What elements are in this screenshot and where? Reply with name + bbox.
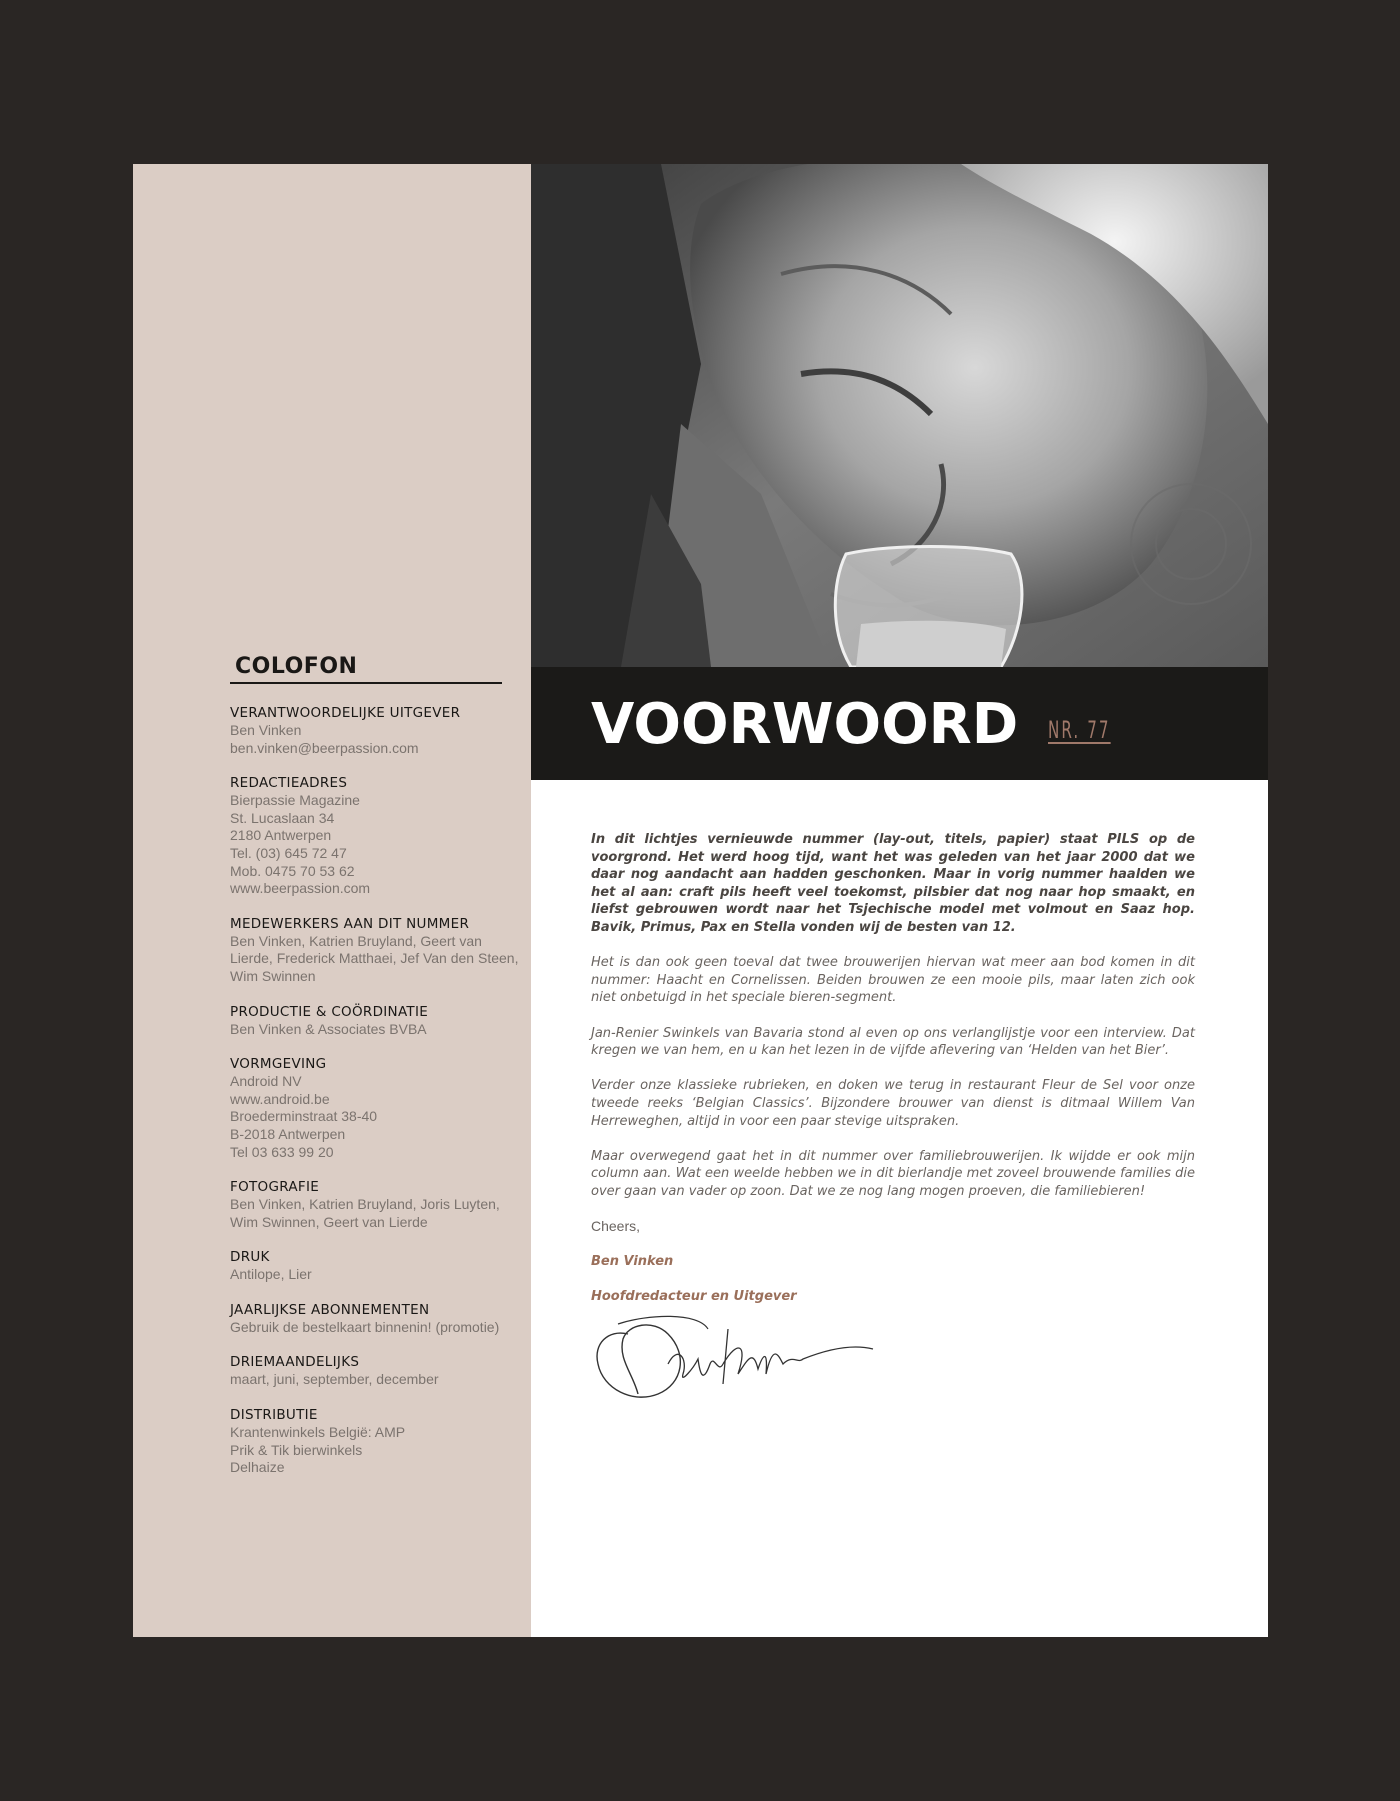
colofon-section-line: Gebruik de bestelkaart binnenin! (promotie) xyxy=(230,1318,500,1335)
colofon-section-line: Ben Vinken, Katrien Bruyland, Geert van xyxy=(230,932,482,949)
colofon-section-line: www.beerpassion.com xyxy=(230,880,371,897)
closing: Cheers, xyxy=(591,1218,641,1235)
article-paragraph: In dit lichtjes vernieuwde nummer (lay-out, titels, papier) staat PILS op de voorgrond. Het werd hoog tijd, want het was geleden van het jaar 2000 dat we daar nog aandacht aan hadden geschonken. Maar in vorig nummer haalden we het al aan: craft pils heeft veel toekomst, pilsbier dat nog naar hop smaakt, en liefst gebrouwen wordt naar het Tsjechische model met volmout en Saaz hop. Bavik, Primus, Pax en Stella vonden wij de besten van 12. xyxy=(591,832,1195,935)
signature-icon xyxy=(588,1304,878,1418)
colofon-section-line: Wim Swinnen xyxy=(230,967,316,984)
colofon-section-line: maart, juni, september, december xyxy=(230,1371,439,1388)
colofon-section-line: Lierde, Frederick Matthaei, Jef Van den Steen, xyxy=(230,950,519,967)
colofon-section-heading: VORMGEVING xyxy=(230,1056,327,1073)
colofon-section xyxy=(230,1406,520,1477)
colofon-section-line: ben.vinken@beerpassion.com xyxy=(230,739,419,756)
author-name: Ben Vinken xyxy=(591,1254,674,1270)
colofon-section-line: Tel. (03) 645 72 47 xyxy=(230,844,347,861)
colofon-section-line: Broederminstraat 38-40 xyxy=(230,1108,378,1125)
colofon-section-line: Ben Vinken & Associates BVBA xyxy=(230,1020,427,1037)
colofon-section xyxy=(230,1301,520,1337)
colofon-section-line: Ben Vinken xyxy=(230,722,302,738)
colofon-section-heading: MEDEWERKERS AAN DIT NUMMER xyxy=(230,915,470,932)
colofon-section-heading: PRODUCTIE & COÖRDINATIE xyxy=(230,1003,429,1020)
article-paragraph: Jan-Renier Swinkels van Bavaria stond al even op ons verlanglijstje voor een interview. Dat kregen we van hem, en u kan het lezen in de vijfde aflevering van ‘Helden van het Bier’. xyxy=(591,1025,1195,1059)
colofon-divider xyxy=(230,682,502,684)
colofon-section-line: 2180 Antwerpen xyxy=(230,827,332,844)
colofon-section-heading: FOTOGRAFIE xyxy=(230,1179,320,1196)
colofon-title: COLOFON xyxy=(235,654,358,679)
colofon-section-line: Tel 03 633 99 20 xyxy=(230,1143,334,1160)
colofon-section xyxy=(230,1248,520,1284)
colofon-section-line: Wim Swinnen, Geert van Lierde xyxy=(230,1213,428,1230)
colofon-sidebar xyxy=(133,164,531,1637)
header-photo xyxy=(531,164,1268,667)
colofon-list xyxy=(230,704,520,1494)
page-title: VOORWOORD xyxy=(591,692,1019,757)
colofon-section xyxy=(230,1003,520,1039)
title-bar xyxy=(531,667,1268,780)
article-paragraph: Het is dan ook geen toeval dat twee brouwerijen hiervan wat meer aan bod komen in dit nummer: Haacht en Cornelissen. Beiden brouwen ze een mooie pils, maar laten zich ook niet onbetuigd in het speciale bieren-segment. xyxy=(591,955,1195,1006)
colofon-section xyxy=(230,1353,520,1389)
colofon-section-line: Android NV xyxy=(230,1073,302,1090)
colofon-section-line: B-2018 Antwerpen xyxy=(230,1125,346,1142)
colofon-section-line: Krantenwinkels België: AMP xyxy=(230,1424,406,1441)
colofon-section-heading: DISTRIBUTIE xyxy=(230,1407,318,1424)
colofon-section xyxy=(230,915,520,986)
colofon-section-line: www.android.be xyxy=(230,1090,330,1107)
colofon-section-heading: DRIEMAANDELIJKS xyxy=(230,1354,360,1371)
colofon-section-line: Antilope, Lier xyxy=(230,1266,312,1283)
colofon-section-line: Prik & Tik bierwinkels xyxy=(230,1441,363,1458)
colofon-section xyxy=(230,1178,520,1231)
portrait-photo-icon xyxy=(531,164,1268,667)
colofon-section-heading: REDACTIEADRES xyxy=(230,775,348,792)
magazine-page xyxy=(133,164,1268,1637)
article-body xyxy=(591,831,1195,1324)
colofon-section xyxy=(230,704,520,757)
colofon-section-heading: VERANTWOORDELIJKE UITGEVER xyxy=(230,705,461,721)
colofon-section-line: Delhaize xyxy=(230,1459,285,1476)
colofon-section-heading: DRUK xyxy=(230,1249,270,1266)
article-paragraph: Maar overwegend gaat het in dit nummer over familiebrouwerijen. Ik wijdde er ook mijn column aan. Wat een weelde hebben we in dit bierlandje met zoveel brouwende families die over gaan van vader op zoon. Dat we ze nog lang mogen proeven, die familiebieren! xyxy=(591,1148,1195,1199)
colofon-section xyxy=(230,774,520,898)
issue-number: NR. 77 xyxy=(1048,716,1111,744)
colofon-section xyxy=(230,1055,520,1161)
colofon-section-line: Bierpassie Magazine xyxy=(230,792,360,809)
article-paragraph: Verder onze klassieke rubrieken, en doken we terug in restaurant Fleur de Sel voor onze tweede reeks ‘Belgian Classics’. Bijzondere brouwer van dienst is ditmaal Willem Van Herreweghen, altijd in voor een paar stevige uitspraken. xyxy=(591,1078,1195,1129)
colofon-section-heading: JAARLIJKSE ABONNEMENTEN xyxy=(230,1301,430,1318)
author-role: Hoofdredacteur en Uitgever xyxy=(591,1289,797,1305)
colofon-section-line: St. Lucaslaan 34 xyxy=(230,809,335,826)
colofon-section-line: Ben Vinken, Katrien Bruyland, Joris Luyten, xyxy=(230,1196,500,1213)
colofon-section-line: Mob. 0475 70 53 62 xyxy=(230,862,355,879)
